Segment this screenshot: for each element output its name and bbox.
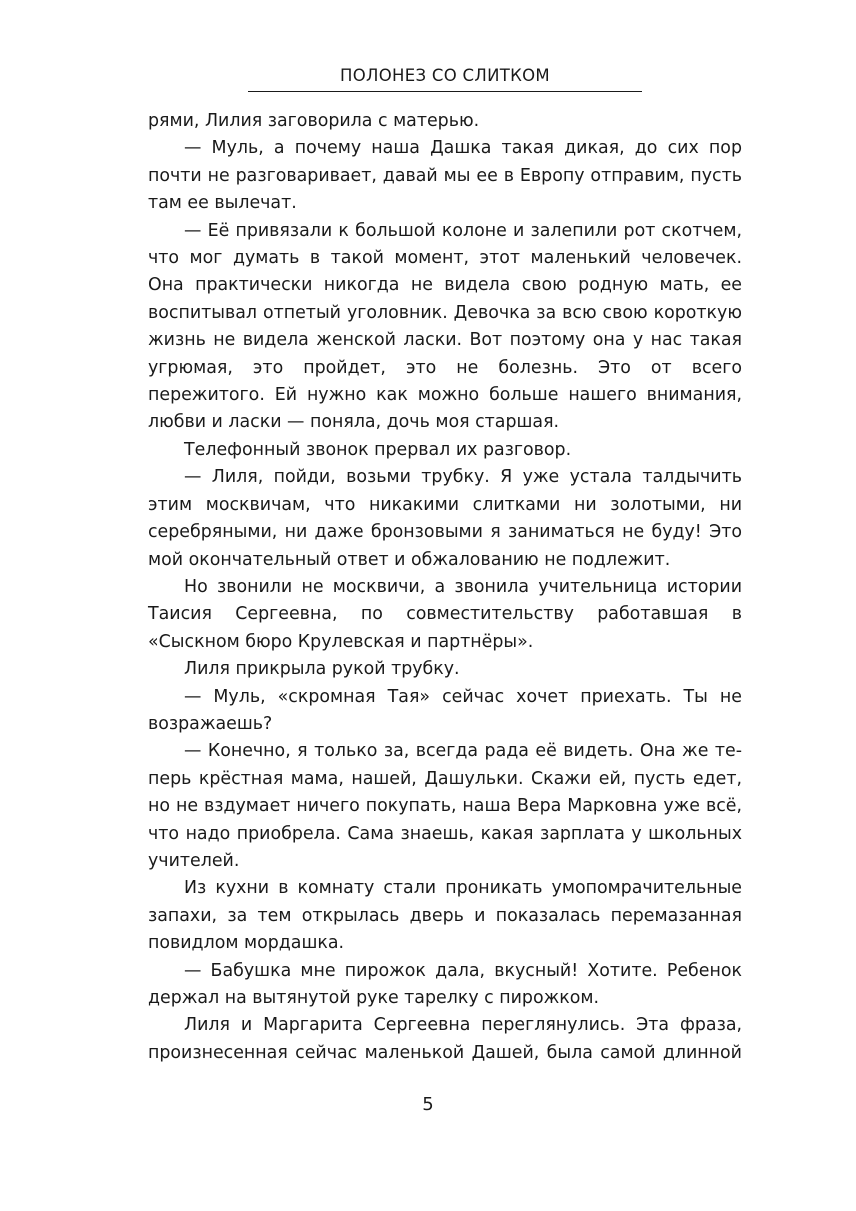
paragraph: рями, Лилия заговорила с матерью.: [148, 111, 480, 131]
paragraph: Лиля прикрыла рукой трубку.: [184, 659, 460, 680]
running-title: ПОЛОНЕЗ СО СЛИТКОМ: [340, 66, 550, 85]
body-text: [148, 108, 742, 1067]
paragraph: — Бабушка мне пирожок дала, вкусный! Хотите. Ребенок держал на вытянутой руке тарелку с пирожком.: [148, 960, 742, 1008]
header-rule: [248, 91, 642, 92]
paragraph: Телефонный звонок прервал их разговор.: [184, 439, 572, 460]
paragraph: — Лиля, пойди, возьми трубку. Я уже устала талдычить этим москвичам, что никакими слитками ни золотыми, ни серебряными, ни даже бронзовыми я заниматься не буду! Это мой окончательный ответ и обжалованию не подлежит.: [148, 467, 742, 570]
paragraph: Из кухни в комнату стали проникать умопомрачительные запахи, за тем открылась дверь и показалась перемазанная повидлом мордашка.: [148, 878, 742, 954]
page-number: 5: [422, 1094, 434, 1115]
paragraph: — Муль, а почему наша Дашка такая дикая, до сих пор почти не разговаривает, давай мы ее в Европу отправим, пусть там ее вылечат.: [148, 138, 742, 214]
paragraph: — Её привязали к большой колоне и залепили рот скотчем, что мог думать в такой момент, этот маленький человечек. Она практически никогда не видела свою родную мать, ее воспитывал отпетый уголовник. Девочка за всю свою короткую жизнь не видела женской ласки. Вот поэтому она у нас такая угрюмая, это пройдет, это не болезнь. Это от всего пережитого. Ей нужно как можно больше нашего внимания, любви и ласки — поняла, дочь моя старшая.: [148, 220, 742, 433]
paragraph: — Муль, «скромная Тая» сейчас хочет приехать. Ты не возражаешь?: [148, 686, 742, 734]
paragraph: Лиля и Маргарита Сергеевна переглянулись. Эта фраза, произнесенная сейчас маленькой Дашей, была самой длинной: [148, 1015, 742, 1063]
paragraph: Но звонили не москвичи, а звонила учительница истории Таисия Сергеевна, по совместительству работавшая в «Сыскном бюро Крулевская и партнёры».: [148, 576, 742, 652]
paragraph: — Конечно, я только за, всегда рада её видеть. Она же теперь крёстная мама, нашей, Дашульки. Скажи ей, пусть едет, но не вздумает ничего покупать, наша Вера Марковна уже всё, что надо приобрела. Сама знаешь, какая зарплата у школьных учителей.: [148, 741, 742, 871]
